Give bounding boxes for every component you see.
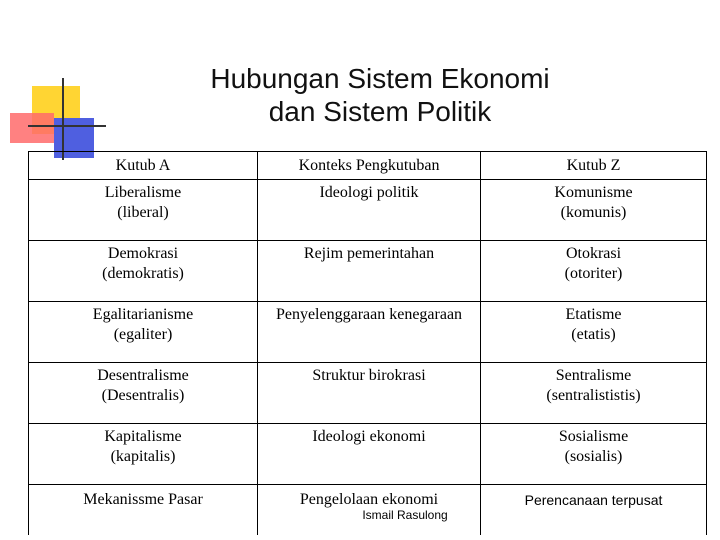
title-line-2: dan Sistem Politik <box>268 96 492 127</box>
cell-text: (demokratis) <box>102 265 184 282</box>
cell-konteks <box>258 302 481 363</box>
cell-text: Rejim pemerintahan <box>303 245 435 262</box>
cell-text: (otoriter) <box>564 265 623 282</box>
header-konteks: Konteks Pengkutuban <box>258 152 481 180</box>
slide-title <box>150 62 610 128</box>
cell-kutub-a <box>29 363 258 424</box>
cell-text: (sosialis) <box>564 448 623 465</box>
cell-text: (egaliter) <box>113 326 173 343</box>
cell-text: Sentralisme <box>555 367 632 384</box>
cell-kutub-a <box>29 485 258 536</box>
table-row <box>29 302 707 363</box>
cell-text: (liberal) <box>117 204 169 221</box>
cell-kutub-a <box>29 241 258 302</box>
cell-kutub-a <box>29 180 258 241</box>
cell-text: Mekanissme Pasar <box>83 491 203 508</box>
cell-text: Penyelenggaraan kenegaraan <box>275 306 463 323</box>
header-kutub-z: Kutub Z <box>481 152 707 180</box>
cell-kutub-z <box>481 302 707 363</box>
cell-kutub-z <box>481 424 707 485</box>
author-credit: Ismail Rasulong <box>362 508 448 522</box>
cell-kutub-a <box>29 302 258 363</box>
cell-kutub-z <box>481 363 707 424</box>
cell-text: Komunisme <box>554 184 633 201</box>
cell-kutub-z <box>481 180 707 241</box>
decor-horizontal-line <box>28 125 106 127</box>
cell-konteks <box>258 241 481 302</box>
title-line-1: Hubungan Sistem Ekonomi <box>210 63 550 94</box>
cell-konteks <box>258 424 481 485</box>
cell-text: Demokrasi <box>107 245 179 262</box>
cell-text: Ideologi ekonomi <box>312 428 426 445</box>
cell-text: (kapitalis) <box>110 448 176 465</box>
table-row <box>29 363 707 424</box>
cell-text: Etatisme <box>565 306 622 323</box>
cell-text: (sentralististis) <box>546 387 641 404</box>
decor-vertical-line <box>62 78 64 160</box>
cell-text: (etatis) <box>571 326 616 343</box>
cell-konteks <box>258 363 481 424</box>
decor-red-rectangle <box>10 113 54 143</box>
cell-kutub-z <box>481 485 707 536</box>
cell-text: Liberalisme <box>104 184 182 201</box>
table-header-row <box>29 152 707 180</box>
cell-text: Otokrasi <box>565 245 622 262</box>
cell-text: Perencanaan terpusat <box>524 492 663 508</box>
cell-kutub-z <box>481 241 707 302</box>
table-row <box>29 180 707 241</box>
cell-text: (komunis) <box>560 204 627 221</box>
cell-konteks <box>258 180 481 241</box>
comparison-table <box>28 151 707 535</box>
cell-text: Ideologi politik <box>319 184 419 201</box>
header-kutub-a: Kutub A <box>29 152 258 180</box>
cell-kutub-a <box>29 424 258 485</box>
cell-text: Sosialisme <box>558 428 629 445</box>
cell-text: Desentralisme <box>97 367 189 384</box>
cell-text: Pengelolaan ekonomi <box>299 491 439 508</box>
cell-text: Egalitarianisme <box>92 306 194 323</box>
table-row <box>29 424 707 485</box>
table-row <box>29 241 707 302</box>
cell-text: (Desentralis) <box>101 387 185 404</box>
cell-text: Struktur birokrasi <box>312 367 426 384</box>
cell-text: Kapitalisme <box>104 428 182 445</box>
